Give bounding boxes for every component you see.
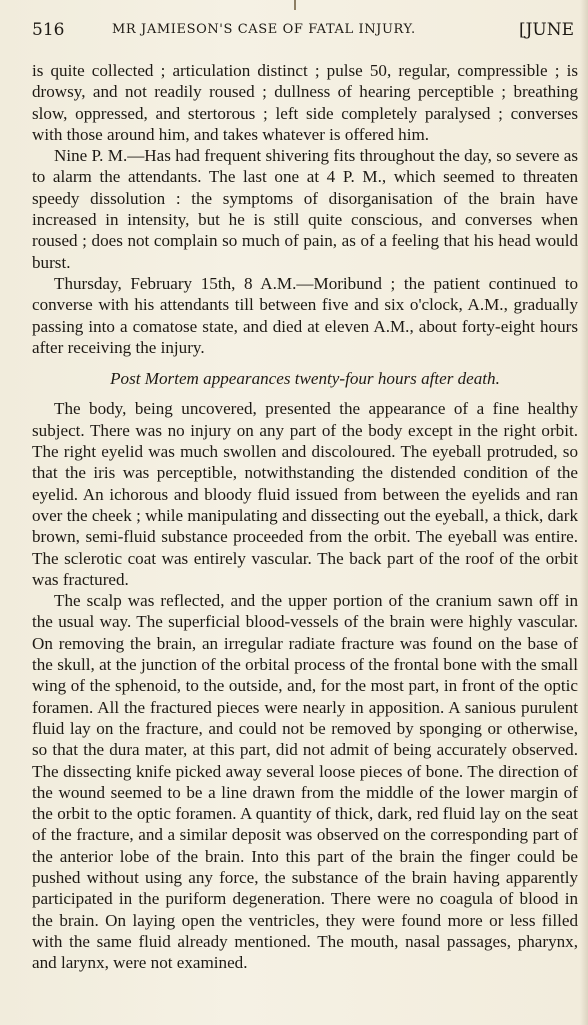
- running-date: [JUNE: [518, 20, 574, 40]
- section-heading: Post Mortem appearances twenty-four hours after death.: [110, 369, 500, 389]
- running-title: MR JAMIESON'S CASE OF FATAL INJURY.: [112, 22, 416, 37]
- paragraph-body-examination: The body, being uncovered, presented the appearance of a fine healthy subject. There was no injury on any part of the body except in the right orbit. The right eyelid was much swollen and discoloured. The eyeball protruded, so that the iris was perceptible, notwithstanding the distended condition of the eyelid. An ichorous and bloody fluid issued from between the eyelids and ran over the cheek ; while manipulating and dissecting out the eyeball, a thick, dark brown, semi-fluid substance proceeded from the orbit. The eyeball was entire. The sclerotic coat was entirely vascular. The back part of the roof of the orbit was fractured.: [32, 399, 578, 589]
- paragraph-scalp-and-brain: The scalp was reflected, and the upper portion of the cranium sawn off in the usual way. The superficial blood-vessels of the brain were highly vascular. On removing the brain, an irregular radiate fracture was found on the base of the skull, at the junction of the orbital process of the frontal bone with the small wing of the sphenoid, to the outside, and, for the most part, in front of the optic foramen. All the fractured pieces were nearly in apposition. A sanious purulent fluid lay on the fracture, and could not be removed by sponging or otherwise, so that the dura mater, at this part, did not admit of being accurately observed. The dissecting knife picked away several loose pieces of bone. The direction of the wound seemed to be a line drawn from the middle of the lower margin of the orbit to the optic foramen. A quantity of thick, dark, red fluid lay on the seat of the fracture, and a similar deposit was observed on the corresponding part of the anterior lobe of the brain. Into this part of the brain the finger could be pushed without using any force, the substance of the brain having apparently participated in the puriform degeneration. There were no coagula of blood in the brain. On laying open the ventricles, they were found more or less filled with the same fluid already mentioned. The mouth, nasal passages, pharynx, and larynx, were not examined.: [32, 591, 578, 973]
- paragraph-continuation: is quite collected ; articulation distinct ; pulse 50, regular, compressible ; is drowsy, and not readily roused ; dullness of hearing perceptible ; breathing slow, oppressed, and stertorous ; left side completely paralysed ; converses with those around him, and takes whatever is offered him.: [32, 61, 578, 144]
- paragraph-thursday: Thursday, February 15th, 8 A.M.—Moribund ; the patient continued to converse with his attendants till between five and six o'clock, A.M., gradually passing into a comatose state, and died at eleven A.M., about forty-eight hours after receiving the injury.: [32, 273, 578, 357]
- page-edge-shadow: [580, 0, 588, 1025]
- article-body: [32, 60, 578, 973]
- paragraph-nine-pm: Nine P. M.—Has had frequent shivering fits throughout the day, so severe as to alarm the attendants. The last one at 4 P. M., which seemed to threaten speedy dissolution : the symptoms of disorganisation of the brain have increased in intensity, but he is still quite conscious, and converses when roused ; does not complain so much of pain, as of a feeling that his head would burst.: [32, 146, 578, 272]
- running-header: [32, 20, 578, 46]
- page-number: 516: [32, 20, 65, 40]
- page-tear-mark: [294, 0, 296, 10]
